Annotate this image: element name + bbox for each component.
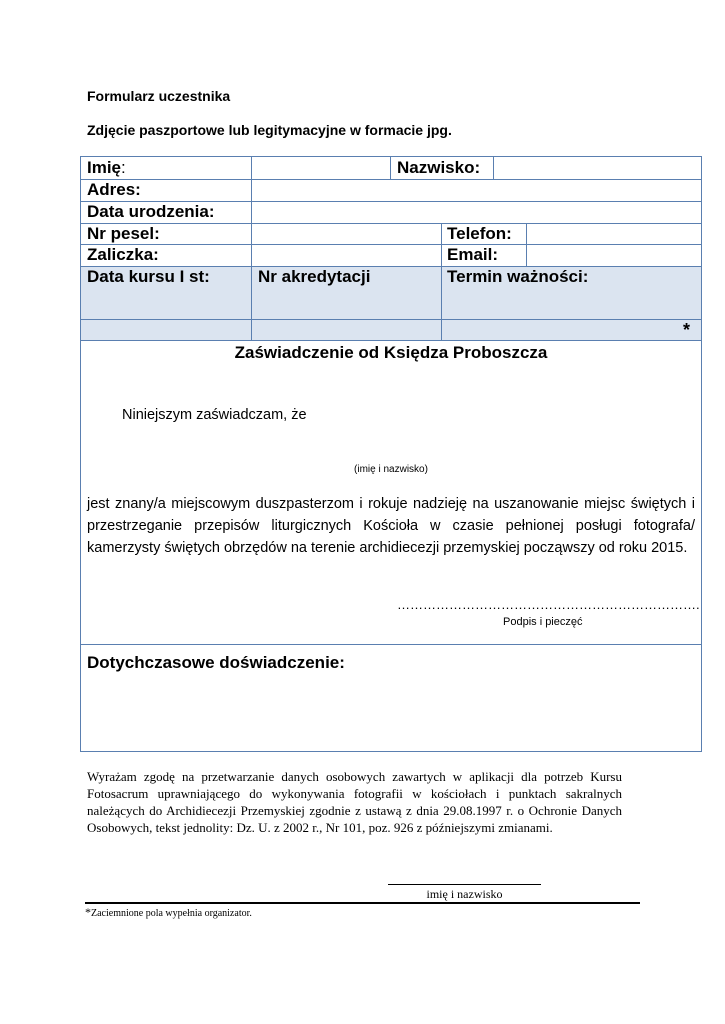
- certificate-intro: Niniejszym zaświadczam, że: [122, 407, 307, 423]
- consent-signature-line: [388, 884, 541, 885]
- signature-label: Podpis i pieczęć: [503, 616, 583, 628]
- certificate-body: jest znany/a miejscowym duszpasterzom i rokuje nadzieję na uszanowanie miejsc świętych i przestrzeganie przepisów liturgicznych Kościoła w czasie pełnionej posługi fotografa/ kamerzysty świętych obrzędów na terenie archidiecezji przemyskiej począwszy od roku 2015.: [87, 496, 695, 556]
- photo-note: Zdjęcie paszportowe lub legitymacyjne w formacie jpg.: [87, 122, 452, 138]
- experience-field[interactable]: [82, 677, 700, 750]
- column-divider: [441, 223, 442, 340]
- signature-line: …………………………………………………………….: [397, 597, 700, 612]
- last-name-field[interactable]: [494, 158, 700, 178]
- name-hint: (imię i nazwisko): [354, 464, 428, 475]
- column-divider: [390, 157, 391, 179]
- consent-name-label: imię i nazwisko: [426, 887, 503, 901]
- first-name-label: [87, 158, 126, 178]
- experience-label: Dotychczasowe doświadczenie:: [87, 653, 345, 672]
- footnote-text: Zaciemnione pola wypełnia organizator.: [91, 908, 252, 919]
- phone-field[interactable]: [527, 224, 700, 243]
- footnote: [85, 905, 252, 920]
- email-field[interactable]: [527, 245, 700, 265]
- row-divider: [81, 319, 701, 320]
- required-asterisk: *: [683, 320, 691, 340]
- birth-date-label: Data urodzenia:: [87, 202, 215, 221]
- row-divider: [81, 340, 701, 341]
- first-name-colon: :: [121, 158, 126, 177]
- consent-text: Wyrażam zgodę na przetwarzanie danych osobowych zawartych w aplikacji dla potrzeb Kursu Fotosacrum uprawniającego do wykonywania fotografii w kościołach i punktach sakralnych należących do Archidiecezji Przemyskiej zgodnie z ustawą z dnia 29.08.1997 r. o Ochronie Danych Osobowych, tekst jednolity: Dz. U. z 2002 r., Nr 101, poz. 926 z późniejszymi zmianami.: [87, 769, 622, 835]
- address-label: Adres:: [87, 180, 141, 199]
- footnote-mark: *: [85, 905, 91, 919]
- course-date-label: Data kursu I st:: [87, 267, 210, 286]
- certificate-title: Zaświadczenie od Księdza Proboszcza: [234, 343, 548, 362]
- birth-date-field[interactable]: [252, 202, 700, 222]
- form-title: Formularz uczestnika: [87, 88, 231, 104]
- pesel-label: Nr pesel:: [87, 224, 160, 243]
- address-field[interactable]: [252, 180, 700, 200]
- first-name-field[interactable]: [252, 158, 389, 178]
- phone-label: Telefon:: [447, 224, 512, 243]
- email-label: Email:: [447, 245, 499, 264]
- accreditation-label: Nr akredytacji: [258, 267, 371, 286]
- footnote-separator: [85, 902, 640, 904]
- last-name-label: Nazwisko:: [397, 158, 481, 177]
- validity-label: Termin ważności:: [447, 267, 589, 286]
- row-divider: [81, 644, 701, 645]
- deposit-field[interactable]: [252, 245, 440, 265]
- pesel-field[interactable]: [252, 224, 440, 243]
- deposit-label: Zaliczka:: [87, 245, 159, 264]
- first-name-label-text: Imię: [87, 158, 122, 177]
- participant-form: [80, 156, 702, 752]
